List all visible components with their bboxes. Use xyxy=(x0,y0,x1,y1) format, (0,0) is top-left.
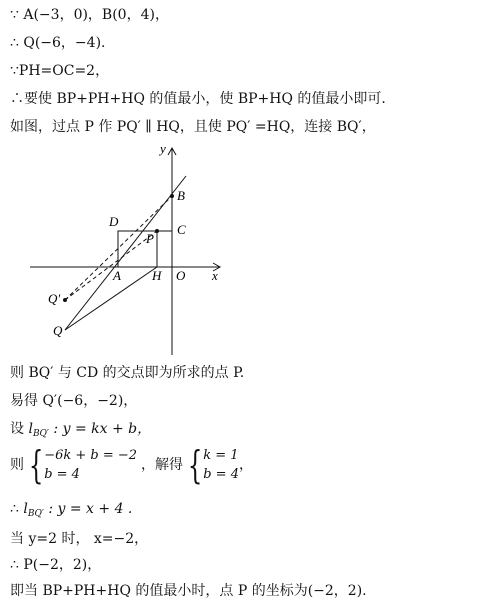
line-ph-oc: ∵PH=OC=2， xyxy=(10,63,110,79)
label-a: A xyxy=(113,268,121,283)
solution-row-1: k = 1 xyxy=(203,448,239,463)
result-l-symbol: l xyxy=(23,501,28,517)
result-l-subscript: BQ′ xyxy=(27,509,44,519)
label-c: C xyxy=(177,222,186,237)
line-construction: 如图，过点 P 作 PQ′ ∥ HQ，且使 PQ′ =HQ，连接 BQ′， xyxy=(10,119,376,135)
equation-system-line: 则 {−6k + b = −2 b = 4，解得 {k = 1 b = 4， xyxy=(10,443,253,487)
system-equations xyxy=(44,446,137,484)
geometry-figure xyxy=(20,140,230,365)
segment-qh xyxy=(65,267,157,330)
label-y: y xyxy=(160,141,166,156)
line-ab xyxy=(65,176,186,330)
system-row-1: −6k + b = −2 xyxy=(44,448,138,463)
result-prefix: ∴ xyxy=(10,501,24,517)
solution-row-2: b = 4 xyxy=(203,467,239,482)
label-p: P xyxy=(146,231,154,246)
line-when-y2: 当 y=2 时， x=−2， xyxy=(10,531,149,547)
point-qprime xyxy=(63,298,67,302)
line-set-equation xyxy=(10,420,151,443)
set-l-symbol: l xyxy=(28,421,33,437)
line-given-points: ∵ A(−3，0)，B(0，4)， xyxy=(10,7,169,23)
set-prefix: 设 xyxy=(10,421,29,437)
result-equation-rest: : y = x + 4 . xyxy=(43,501,133,517)
line-point-q: ∴ Q(−6，−4). xyxy=(10,35,106,51)
label-q: Q xyxy=(53,323,63,338)
system-row-2: b = 4 xyxy=(44,467,80,482)
set-l-subscript: BQ′ xyxy=(32,429,49,439)
dashed-qprime-p xyxy=(65,231,157,300)
system-solve-text: ，解得 xyxy=(141,457,184,473)
label-h: H xyxy=(152,268,162,283)
point-p xyxy=(155,229,159,233)
rect-dc xyxy=(118,231,172,267)
set-equation-rest: : y = kx + b， xyxy=(48,421,152,437)
line-result-equation xyxy=(10,500,132,523)
label-b: B xyxy=(177,188,185,203)
line-minimize-condition: ∴要使 BP+PH+HQ 的值最小，使 BP+HQ 的值最小即可. xyxy=(10,91,386,107)
point-b xyxy=(170,194,174,198)
label-d: D xyxy=(109,214,119,229)
line-qprime: 易得 Q′(−6，−2)， xyxy=(10,393,138,409)
line-intersection: 则 BQ′ 与 CD 的交点即为所求的点 P. xyxy=(10,365,245,381)
label-o: O xyxy=(176,268,186,283)
system-end: ， xyxy=(238,457,253,473)
label-x: x xyxy=(212,268,218,283)
system-solution xyxy=(203,446,239,484)
line-conclusion: 即当 BP+PH+HQ 的值最小时，点 P 的坐标为(−2，2). xyxy=(10,583,367,599)
label-qprime: Q′ xyxy=(48,291,61,306)
system-prefix: 则 xyxy=(10,457,24,473)
line-point-p: ∴ P(−2，2)， xyxy=(10,557,102,573)
